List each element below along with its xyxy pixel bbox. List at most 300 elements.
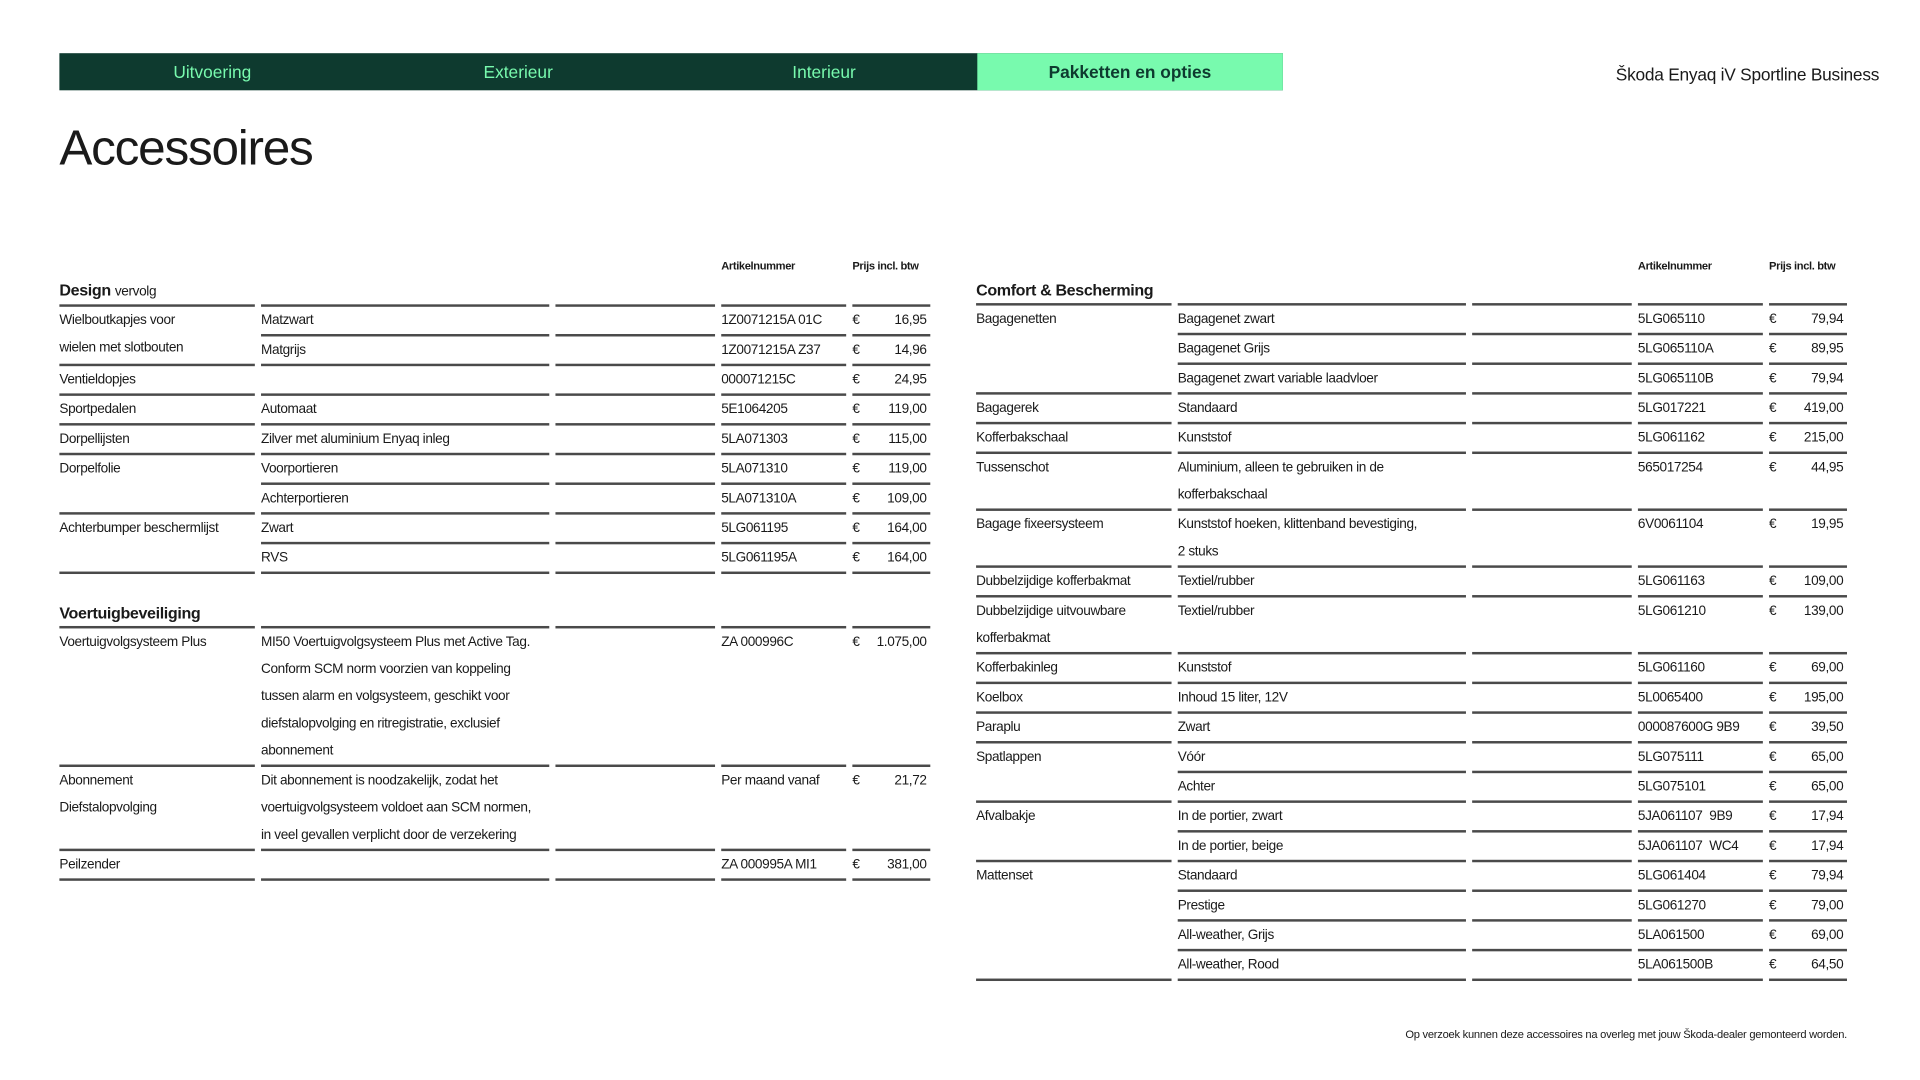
item-name [976,395,1171,425]
item-variant-line: Bagagenet Grijs [1177,341,1270,357]
item-variant-line: Zilver met aluminium Enyaq inleg [261,431,450,447]
item-variant [1178,365,1466,395]
price [852,767,930,794]
price-value: 69,00 [1811,660,1844,676]
empty-cell [1472,568,1632,598]
empty-cell [1472,803,1632,833]
price-value: 79,94 [1811,371,1844,386]
price-cell [1769,714,1847,744]
item-variant [1178,743,1466,773]
table-row [59,628,930,767]
currency-symbol: € [852,520,860,536]
item-name [976,424,1171,454]
item-name [976,454,1171,511]
section-rule [261,278,549,306]
section-rule [555,278,715,306]
currency-symbol: € [1769,690,1777,706]
empty-cell [1472,684,1632,714]
price-value: 14,96 [894,342,927,358]
empty-cell [1472,892,1632,922]
table-row [976,568,1847,598]
item-name-line: Bagagerek [976,400,1039,416]
article-number: 5LG075101 [1638,773,1763,803]
table-row [59,455,930,485]
currency-symbol: € [1769,341,1777,357]
empty-cell [555,426,715,456]
currency-symbol: € [1769,838,1777,854]
currency-symbol: € [852,550,860,566]
item-name [976,306,1171,395]
item-variant [1178,773,1466,803]
item-name [59,396,254,426]
item-variant-line: Zwart [1177,719,1210,735]
price-value: 21,72 [894,773,927,789]
tab-pakketten-en-opties[interactable]: Pakketten en opties [977,53,1283,90]
item-variant-line: Zwart [261,520,294,536]
price-value: 79,94 [1811,868,1844,884]
price-value: 119,00 [888,402,927,417]
price-cell [1769,598,1847,655]
table-row [976,511,1847,568]
item-name [59,767,254,851]
item-name-line: Dubbelzijdige kofferbakmat [976,574,1131,589]
item-variant [261,307,549,337]
item-variant-line: kofferbakschaal [1177,487,1268,503]
currency-symbol: € [852,857,860,873]
price-cell [1769,454,1847,511]
item-name-line: Sportpedalen [59,402,136,417]
currency-symbol: € [1769,400,1777,416]
price-cell [1769,951,1847,981]
item-variant [261,515,549,545]
currency-symbol: € [852,402,860,417]
price [1769,598,1847,625]
item-variant-line: Aluminium, alleen te gebruiken in de [1177,460,1384,476]
article-number: 5L0065400 [1638,684,1763,714]
item-name [976,743,1171,802]
item-name-line: Diefstalopvolging [59,800,157,816]
price-cell [1769,862,1847,892]
section-spacer [59,574,930,601]
article-number: 5LG061160 [1638,654,1763,684]
price-cell [852,851,930,881]
empty-cell [1472,743,1632,773]
item-variant-line: In de portier, beige [1177,838,1284,854]
table-row [976,862,1847,892]
article-number: 5E1064205 [721,396,846,426]
currency-symbol: € [852,773,860,789]
currency-symbol: € [852,634,860,650]
price-value: 164,00 [887,550,927,566]
article-number: 5LG065110 [1638,306,1763,336]
price-value: 65,00 [1811,749,1844,765]
price-cell [1769,335,1847,365]
item-variant-line: tussen alarm en volgsysteem, geschikt voor [261,689,510,704]
price-value: 115,00 [888,431,927,447]
article-number: 5LA061500B [1638,951,1763,981]
currency-symbol: € [1769,957,1777,973]
empty-header [976,254,1171,279]
price [852,307,930,334]
article-number: Per maand vanaf [721,767,846,851]
item-variant [261,455,549,485]
section-rule [721,601,846,628]
item-name-line: Tussenschot [976,460,1049,476]
price-cell [1769,365,1847,395]
currency-symbol: € [852,342,860,358]
price-cell [1769,395,1847,425]
price [852,851,930,878]
item-variant-line: Textiel/rubber [1177,603,1255,619]
item-variant [261,396,549,426]
article-number: 5LG061163 [1638,568,1763,598]
article-number: 5JA061107 9B9 [1638,803,1763,833]
currency-symbol: € [1769,809,1777,824]
article-number: 1Z0071215A Z37 [721,336,846,366]
price-cell [1769,743,1847,773]
empty-cell [1472,395,1632,425]
item-variant [1178,568,1466,598]
article-number: 000071215C [721,366,846,396]
item-variant-line: Standaard [1177,400,1238,416]
item-variant [1178,714,1466,744]
section-header-row [976,278,1847,305]
item-name [976,862,1171,981]
item-name-line: Kofferbakschaal [976,430,1068,446]
price-cell [852,515,930,545]
item-name-line: Dorpelfolie [59,461,121,477]
currency-symbol: € [1769,868,1777,884]
item-name-line: Ventieldopjes [59,372,136,388]
section-title [976,278,1171,305]
table-row [976,424,1847,454]
article-number: 5LA071310A [721,485,846,515]
empty-cell [555,336,715,366]
item-name-line: Bagagenetten [976,311,1057,327]
empty-cell [555,366,715,396]
currency-symbol: € [852,312,860,328]
empty-cell [1472,306,1632,336]
section-title-text: Design [59,280,111,300]
currency-symbol: € [1769,898,1777,913]
item-variant-line: Automaat [261,402,317,417]
item-name [59,366,254,396]
item-name-line: Peilzender [59,857,120,873]
item-variant [261,336,549,366]
table-row [976,598,1847,655]
table-row [976,306,1847,336]
item-variant [261,628,549,767]
price-cell [852,455,930,485]
section-rule [261,601,549,628]
item-name [976,714,1171,744]
article-number: 5LG075111 [1638,743,1763,773]
item-variant-line: Inhoud 15 liter, 12V [1177,690,1288,706]
article-number-header: Artikelnummer [1637,259,1712,273]
item-name [976,598,1171,655]
currency-symbol: € [1769,311,1777,327]
currency-symbol: € [1769,430,1777,446]
article-number: 5LG061210 [1638,598,1763,655]
item-name [59,851,254,881]
table-row [59,396,930,426]
item-name [59,515,254,574]
item-variant-line: Textiel/rubber [1177,574,1255,589]
section-header-row [59,278,930,306]
item-name-line: Wielboutkapjes voor [59,312,175,328]
price-value: 215,00 [1803,430,1844,446]
price [1769,684,1847,711]
price [1769,335,1847,362]
empty-cell [1472,454,1632,511]
table-row [59,851,930,881]
item-name-line: Koelbox [976,690,1023,706]
price [852,515,930,542]
price [1769,654,1847,681]
price-cell [1769,511,1847,568]
currency-symbol: € [1769,460,1777,476]
empty-cell [555,396,715,426]
item-name-line: Spatlappen [976,749,1042,765]
item-name-line: Afvalbakje [976,809,1036,824]
item-variant [261,544,549,574]
item-name-line: Voertuigvolgsysteem Plus [59,634,207,650]
table-row [59,307,930,337]
item-variant-line: Prestige [1177,898,1225,913]
section-rule [1638,278,1763,305]
article-number: 5LA071303 [721,426,846,456]
empty-cell [555,307,715,337]
empty-cell [1472,365,1632,395]
item-name [976,684,1171,714]
price-header: Prijs incl. btw [852,259,919,273]
empty-cell [555,851,715,881]
currency-symbol: € [1769,660,1777,676]
article-number: ZA 000995A MI1 [721,851,846,881]
item-name [976,654,1171,684]
price [1769,862,1847,889]
price-cell [1769,654,1847,684]
article-number: 5LG061270 [1638,892,1763,922]
model-name: Škoda Enyaq iV Sportline Business [1615,64,1880,85]
item-variant-line: Achter [1177,779,1215,795]
price-cell [1769,803,1847,833]
empty-cell [1472,922,1632,952]
article-number: ZA 000996C [721,628,846,767]
item-variant-line: Bagagenet zwart variable laadvloer [1177,371,1378,386]
price-cell [1769,568,1847,598]
item-name-line: Paraplu [976,719,1021,735]
price [1769,424,1847,451]
price [1769,773,1847,800]
price [852,336,930,363]
empty-cell [1472,654,1632,684]
price-value: 16,95 [894,312,927,328]
price-value: 69,00 [1811,927,1844,943]
item-variant [1178,511,1466,568]
price [852,544,930,571]
currency-symbol: € [852,372,860,388]
article-number-header: Artikelnummer [721,259,795,273]
item-name [59,426,254,456]
item-variant-line: in veel gevallen verplicht door de verzekering [261,827,517,843]
column-header-row [976,254,1847,279]
article-number: 1Z0071215A 01C [721,307,846,337]
item-variant [1178,598,1466,655]
item-name-line: kofferbakmat [976,630,1051,646]
item-variant [1178,951,1466,981]
price-cell [1769,773,1847,803]
item-variant [261,366,549,396]
price-cell [1769,424,1847,454]
footnote: Op verzoek kunnen deze accessoires na overleg met jouw Škoda-dealer gemonteerd worden. [1405,1028,1847,1041]
price-value: 1.075,00 [876,634,927,650]
item-name [59,455,254,514]
table-row [976,395,1847,425]
currency-symbol: € [1769,927,1777,943]
price [852,426,930,453]
article-number: 5LG061404 [1638,862,1763,892]
item-variant [261,426,549,456]
article-number: 5LG061195 [721,515,846,545]
currency-symbol: € [852,431,860,447]
price [852,396,930,423]
price-value: 89,95 [1811,341,1844,357]
article-number: 5LA071310 [721,455,846,485]
price-value: 65,00 [1811,779,1844,795]
table-row [59,767,930,851]
item-variant [1178,306,1466,336]
item-variant [1178,424,1466,454]
table-row [59,426,930,456]
currency-symbol: € [1769,371,1777,386]
article-number: 5LG061162 [1638,424,1763,454]
item-variant [1178,922,1466,952]
section-rule [1769,278,1847,305]
item-name-line: Dorpellijsten [59,431,130,447]
item-variant-line: Standaard [1177,868,1238,884]
price-value: 109,00 [1803,574,1844,589]
item-variant-line: Kunststof [1177,430,1232,446]
tab-exterieur[interactable]: Exterieur [483,61,553,82]
article-number: 5LG017221 [1638,395,1763,425]
price-cell [852,767,930,851]
price-value: 17,94 [1811,809,1844,824]
empty-cell [555,767,715,851]
tab-interieur[interactable]: Interieur [792,61,856,82]
item-name-line: Dubbelzijdige uitvouwbare [976,603,1126,619]
section-subtitle: vervolg [114,284,157,300]
price-value: 139,00 [1803,603,1844,619]
price-cell [852,307,930,337]
price-cell [852,396,930,426]
price [1769,951,1847,978]
item-name [976,568,1171,598]
empty-cell [555,485,715,515]
empty-header [59,254,254,279]
item-name [976,803,1171,862]
price-cell [852,426,930,456]
empty-cell [555,515,715,545]
item-name-line: wielen met slotbouten [59,340,184,356]
currency-symbol: € [852,461,860,477]
price [1769,714,1847,741]
price [1769,833,1847,860]
currency-symbol: € [1769,574,1777,589]
article-number: 000087600G 9B9 [1638,714,1763,744]
item-variant [1178,862,1466,892]
item-variant [261,485,549,515]
price [1769,511,1847,538]
article-number: 6V0061104 [1638,511,1763,568]
empty-cell [1472,833,1632,863]
item-variant-line: Matgrijs [261,342,306,358]
item-variant [1178,335,1466,365]
section-header-row [59,601,930,628]
item-variant [1178,833,1466,863]
item-variant-line: abonnement [261,743,333,759]
empty-cell [1472,598,1632,655]
currency-symbol: € [852,491,860,506]
price-value: 79,94 [1811,311,1844,327]
article-number: 565017254 [1638,454,1763,511]
item-variant-line: 2 stuks [1177,544,1219,560]
empty-header [261,254,549,279]
price [1769,803,1847,830]
item-variant-line: Voorportieren [261,461,338,477]
item-variant [1178,892,1466,922]
section-title-text: Comfort & Bescherming [976,280,1154,300]
item-variant [1178,803,1466,833]
price-value: 419,00 [1803,400,1844,416]
item-variant-line: Achterportieren [261,491,349,506]
item-name [59,628,254,767]
spacer [59,574,930,601]
article-number: 5LG061195A [721,544,846,574]
item-variant [261,767,549,851]
section-rule [721,278,846,306]
price-value: 164,00 [887,520,927,536]
section-rule [852,601,930,628]
price-value: 109,00 [887,491,927,506]
table-row [976,743,1847,773]
price [1769,365,1847,392]
price-cell [1769,684,1847,714]
item-variant-line: Kunststof [1177,660,1232,676]
empty-cell [1472,714,1632,744]
price-value: 17,94 [1811,838,1844,854]
article-number: 5JA061107 WC4 [1638,833,1763,863]
item-variant [1178,684,1466,714]
item-name [59,307,254,366]
item-variant-line: In de portier, zwart [1177,809,1283,824]
article-number: 5LG065110A [1638,335,1763,365]
price-header: Prijs incl. btw [1769,259,1836,273]
section-rule [1472,278,1632,305]
currency-symbol: € [1769,719,1777,735]
price-cell [1769,922,1847,952]
price [852,366,930,393]
empty-header [1472,254,1632,279]
currency-symbol: € [1769,517,1777,532]
price-value: 195,00 [1803,690,1844,706]
tab-uitvoering[interactable]: Uitvoering [173,61,252,82]
item-name-line: Abonnement [59,773,133,789]
price-value: 24,95 [894,372,927,388]
currency-symbol: € [1769,779,1777,795]
item-name-line: Mattenset [976,868,1033,884]
item-variant-line: Dit abonnement is noodzakelijk, zodat het [261,773,498,789]
